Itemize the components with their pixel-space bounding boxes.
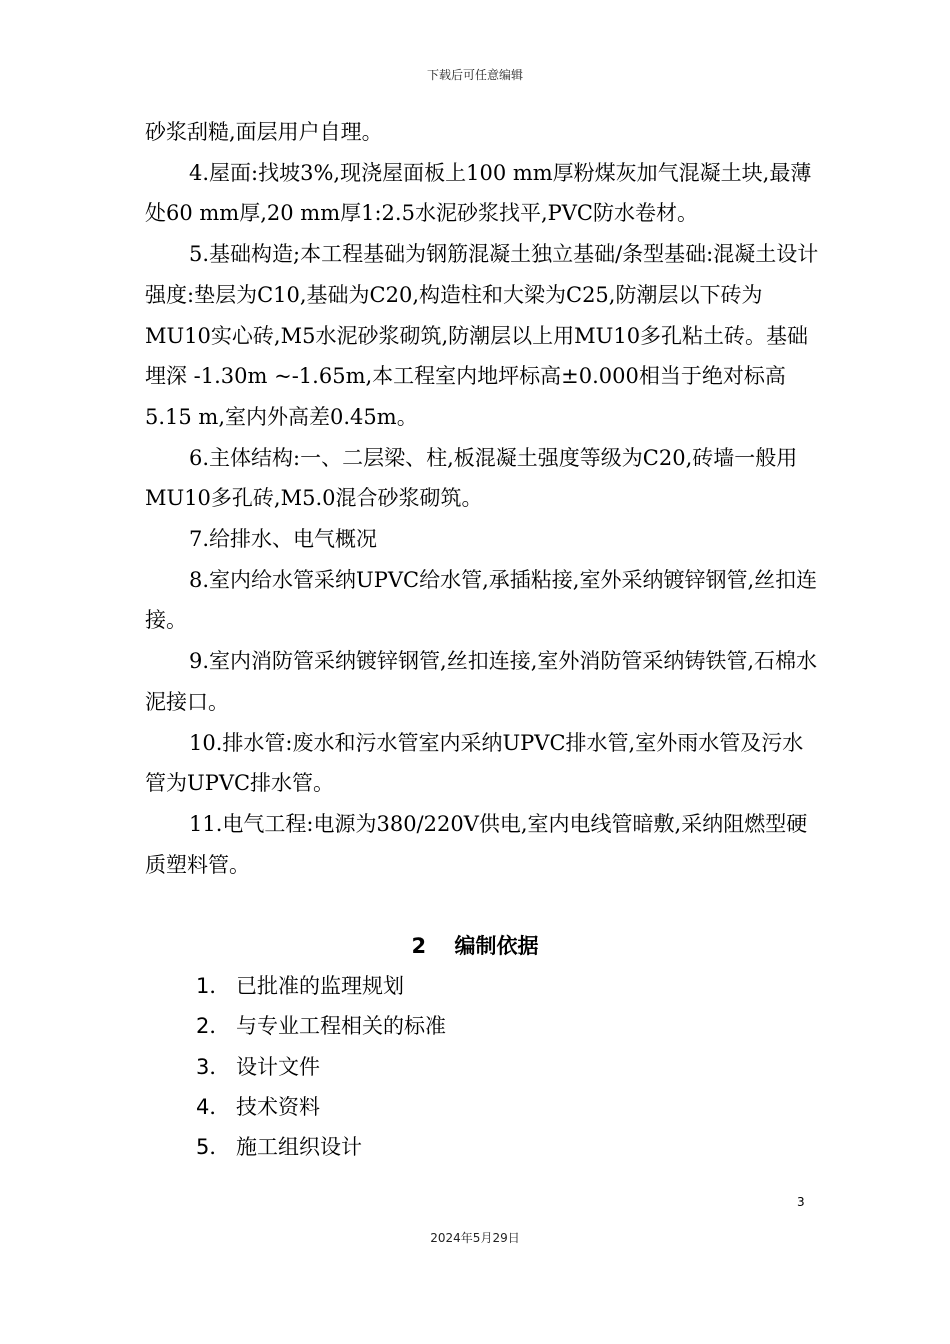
basis-list [196, 966, 816, 1167]
list-item [196, 1127, 816, 1167]
paragraph-drainage: 10.排水管:废水和污水管室内采纳UPVC排水管,室外雨水管及污水管为UPVC排水管。 [145, 730, 804, 796]
list-item-number: 1． [196, 974, 231, 998]
list-item-label: 设计文件 [236, 1054, 320, 1079]
paragraph-main-structure: 6.主体结构:一、二层梁、柱,板混凝土强度等级为C20,砖墙一般用MU10多孔砖,M5.0混合砂浆砌筑。 [145, 445, 798, 511]
list-item-number: 5． [196, 1135, 231, 1160]
footer-date: 2024年5月29日 [430, 1231, 520, 1245]
paragraph-electrical: 11.电气工程:电源为380/220V供电,室内电线管暗敷,采纳阻燃型硬质塑料管。 [145, 811, 808, 877]
list-item [196, 1006, 816, 1046]
paragraph-roof: 4.屋面:找坡3%,现浇屋面板上100 mm厚粉煤灰加气混凝土块,最薄处60 mm厚,20 mm厚1:2.5水泥砂浆找平,PVC防水卷材。 [145, 160, 812, 226]
section-heading: 2 编制依据 [411, 934, 539, 958]
paragraph-plumbing-electrical: 7.给排水、电气概况 [189, 527, 378, 552]
list-item-label: 施工组织设计 [236, 1135, 362, 1160]
list-item-label: 已批准的监理规划 [236, 974, 404, 998]
body-text [145, 112, 820, 885]
page-number: 3 [797, 1195, 805, 1209]
paragraph-fire-pipe: 9.室内消防管采纳镀锌钢管,丝扣连接,室外消防管采纳铸铁管,石棉水泥接口。 [145, 649, 818, 714]
list-item-number: 4． [196, 1094, 231, 1119]
list-item-number: 3． [196, 1054, 231, 1079]
list-item-number: 2． [196, 1014, 231, 1039]
page-header-note: 下载后可任意编辑 [426, 68, 523, 82]
paragraph-water-supply: 8.室内给水管采纳UPVC给水管,承插粘接,室外采纳镀锌钢管,丝扣连接。 [145, 567, 818, 633]
list-item-label: 技术资料 [236, 1094, 320, 1119]
list-item [196, 966, 816, 1006]
paragraph-continuation: 砂浆刮糙,面层用户自理。 [145, 120, 383, 144]
list-item [196, 1047, 816, 1087]
paragraph-foundation: 5.基础构造;本工程基础为钢筋混凝土独立基础/条型基础:混凝土设计强度:垫层为C10,基础为C20,构造柱和大梁为C25,防潮层以下砖为MU10实心砖,M5水泥砂浆砌筑,防潮层以上用MU10多孔粘土砖。基础埋深 -1.30m ~-1.65m,本工程室内地坪标高±0.000相当于绝对标高5.15 m,室内外高差0.45m。 [145, 242, 819, 429]
list-item-label: 与专业工程相关的标准 [236, 1014, 446, 1039]
list-item [196, 1087, 816, 1127]
